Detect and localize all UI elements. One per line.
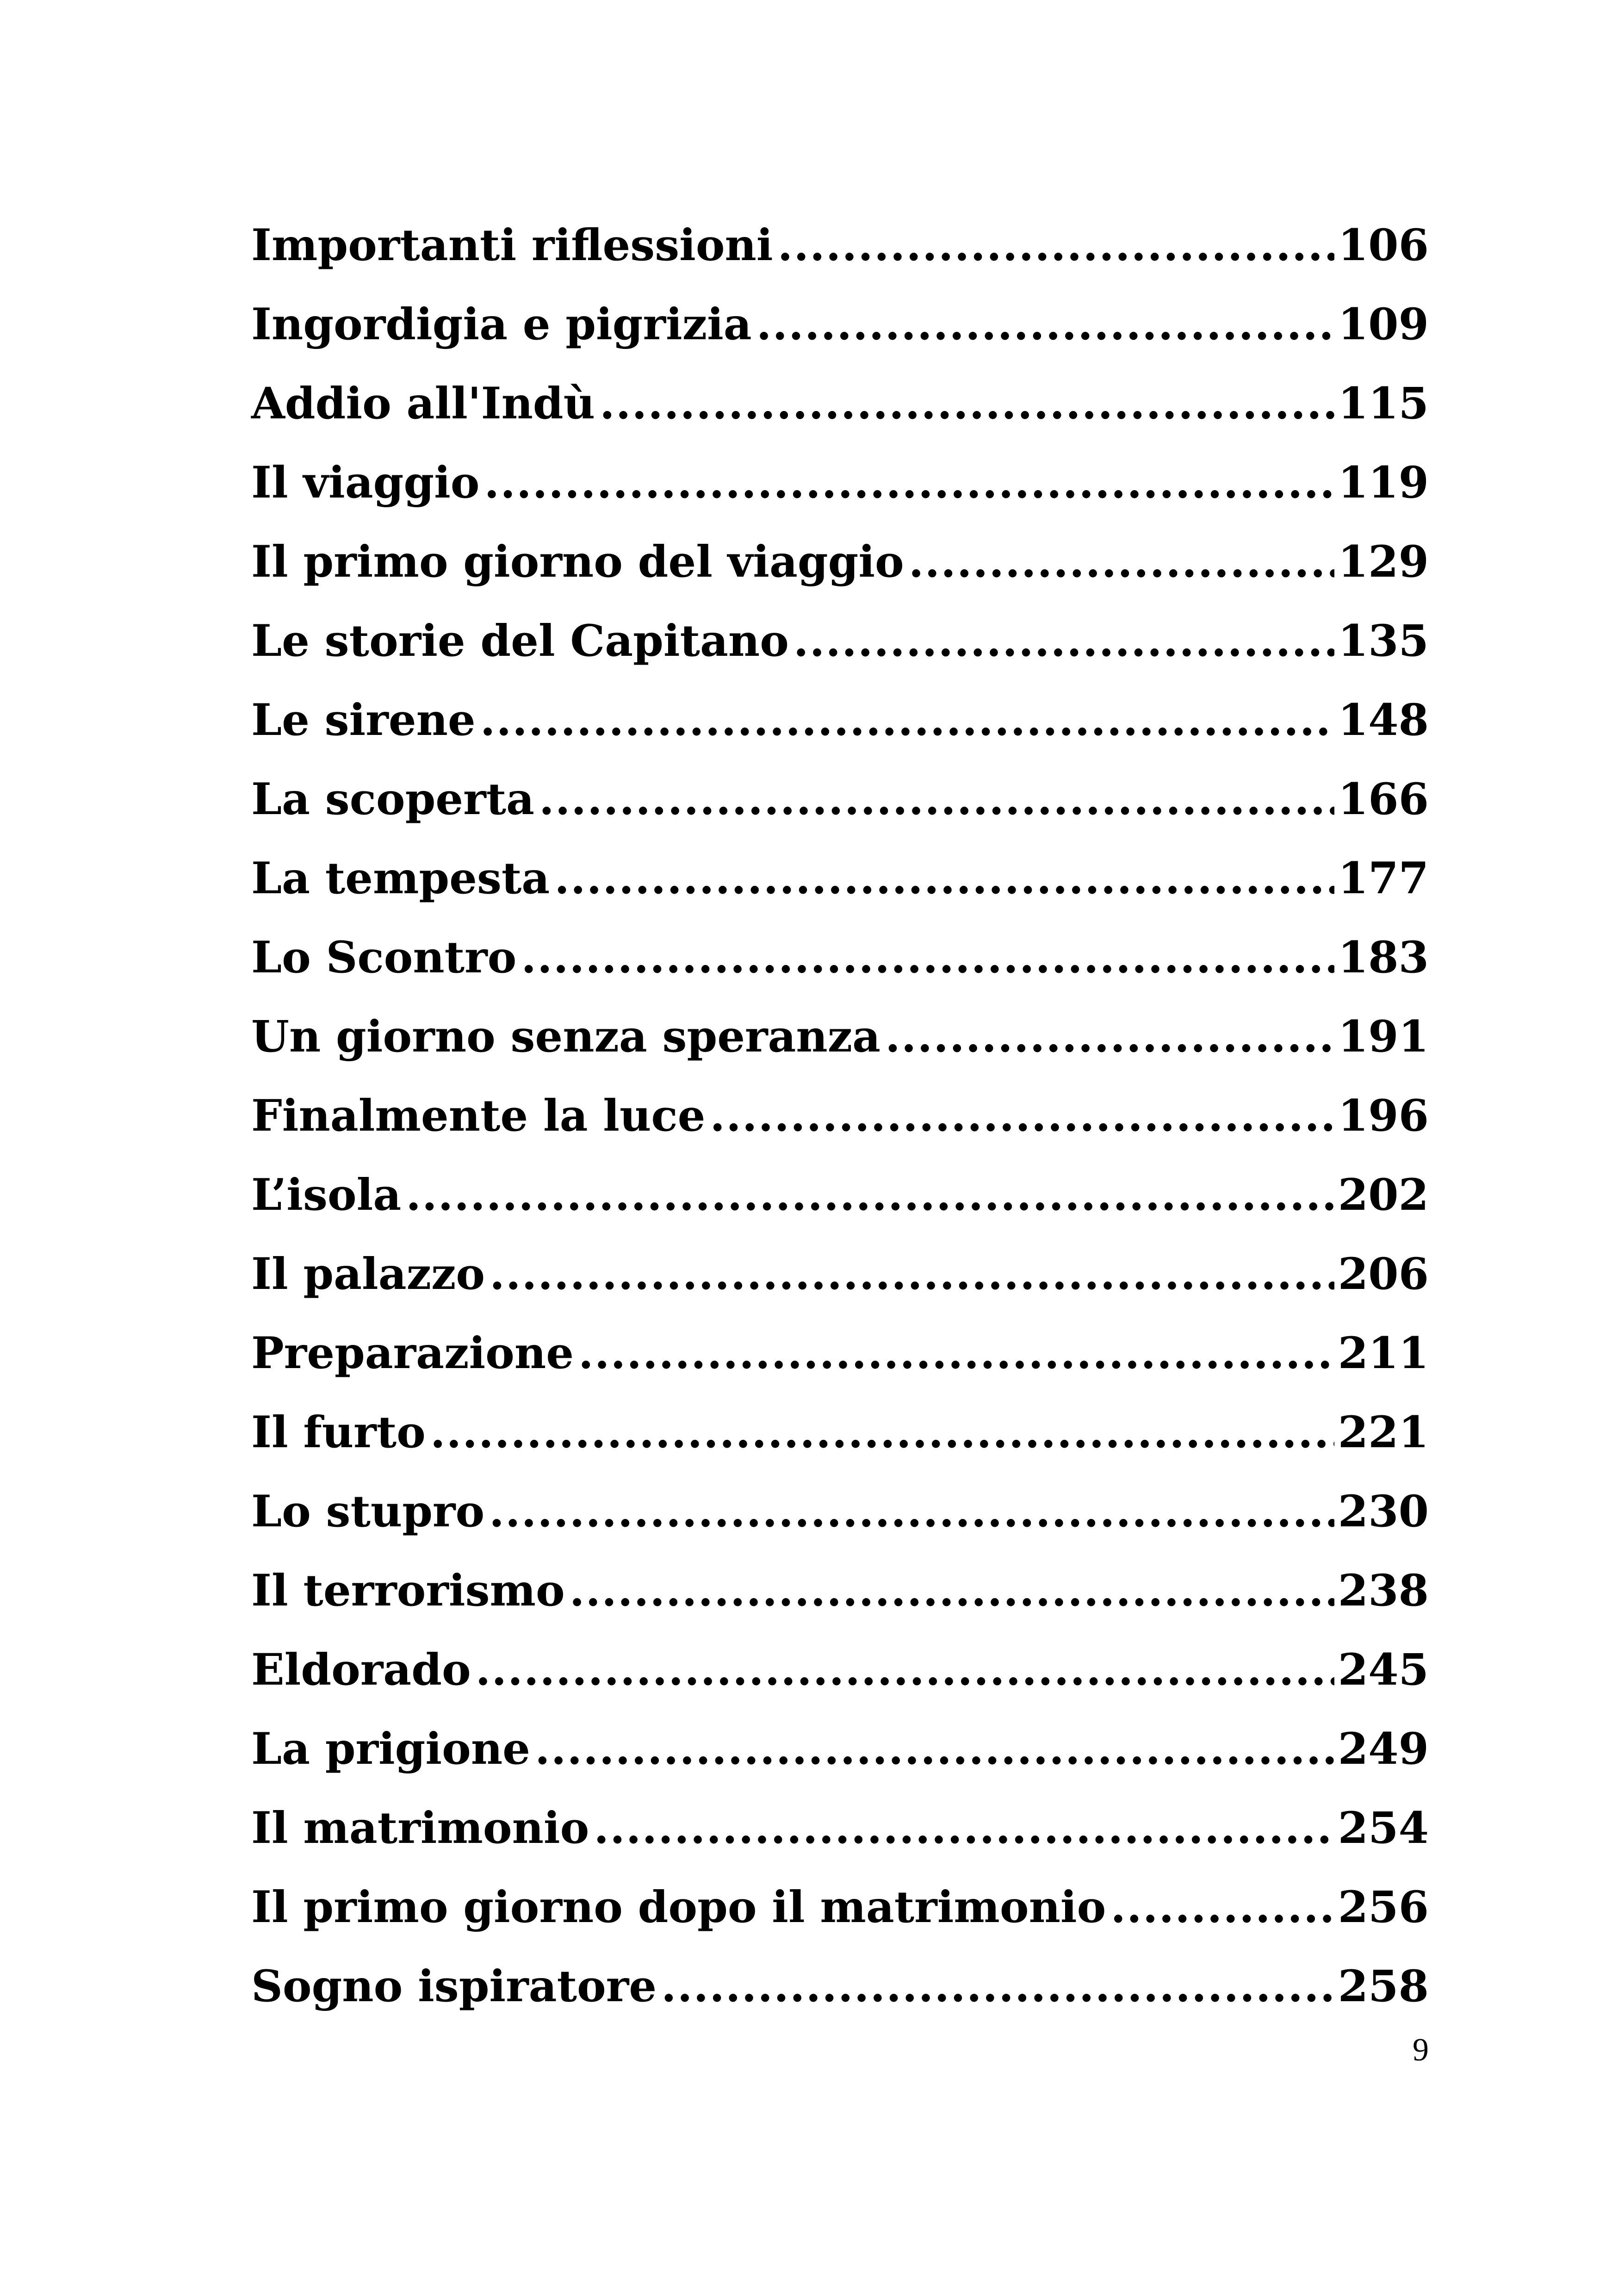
toc-entry-page: 206	[1338, 1249, 1429, 1300]
table-of-contents	[251, 206, 1429, 2026]
toc-entry-page: 177	[1338, 853, 1429, 904]
toc-entry-title: Il matrimonio	[251, 1803, 589, 1854]
toc-entry-title: La tempesta	[251, 853, 550, 904]
toc-entry	[251, 1710, 1429, 1789]
dot-leader	[554, 839, 1334, 918]
dot-leader	[885, 997, 1334, 1076]
toc-entry-page: 135	[1338, 616, 1429, 666]
dot-leader	[594, 1789, 1334, 1868]
toc-entry-page: 211	[1338, 1328, 1429, 1379]
dot-leader	[521, 918, 1334, 997]
dot-leader	[909, 523, 1334, 602]
toc-entry-page: 183	[1338, 932, 1429, 983]
toc-entry	[251, 1156, 1429, 1235]
toc-entry-title: Ingordigia e pigrizia	[251, 299, 752, 350]
toc-entry-page: 256	[1338, 1882, 1429, 1933]
toc-entry-page: 115	[1338, 378, 1429, 429]
dot-leader	[539, 760, 1334, 839]
dot-leader	[570, 1551, 1334, 1630]
toc-entry-page: 191	[1338, 1011, 1429, 1062]
toc-entry	[251, 443, 1429, 523]
toc-entry	[251, 918, 1429, 997]
toc-entry-page: 196	[1338, 1090, 1429, 1141]
dot-leader	[476, 1630, 1334, 1710]
toc-entry-page: 129	[1338, 536, 1429, 587]
toc-entry-page: 258	[1338, 1961, 1429, 2012]
toc-entry	[251, 364, 1429, 443]
toc-entry-title: Addio all'Indù	[251, 378, 595, 429]
toc-entry	[251, 997, 1429, 1076]
toc-entry	[251, 1472, 1429, 1551]
toc-entry-title: Il primo giorno del viaggio	[251, 536, 904, 587]
dot-leader	[430, 1393, 1334, 1472]
dot-leader	[794, 602, 1334, 681]
dot-leader	[661, 1947, 1334, 2026]
toc-entry-title: Sogno ispiratore	[251, 1961, 657, 2012]
toc-entry-title: Le sirene	[251, 695, 476, 746]
toc-entry-page: 245	[1338, 1644, 1429, 1695]
dot-leader	[535, 1710, 1334, 1789]
dot-leader	[578, 1314, 1334, 1393]
toc-entry-title: L’isola	[251, 1170, 402, 1220]
toc-entry	[251, 760, 1429, 839]
toc-entry-title: Un giorno senza speranza	[251, 1011, 881, 1062]
toc-entry	[251, 206, 1429, 285]
toc-entry	[251, 1551, 1429, 1630]
toc-entry-title: Il furto	[251, 1407, 426, 1458]
dot-leader	[406, 1156, 1334, 1235]
toc-entry-title: Il primo giorno dopo il matrimonio	[251, 1882, 1106, 1933]
toc-entry-page: 148	[1338, 695, 1429, 746]
dot-leader	[1110, 1868, 1334, 1947]
toc-entry	[251, 1314, 1429, 1393]
toc-entry	[251, 1947, 1429, 2026]
toc-entry-title: Finalmente la luce	[251, 1090, 706, 1141]
toc-entry	[251, 839, 1429, 918]
page-number: 9	[1413, 2032, 1429, 2068]
toc-entry-page: 230	[1338, 1486, 1429, 1537]
toc-entry-title: Il terrorismo	[251, 1565, 565, 1616]
toc-entry-title: Lo Scontro	[251, 932, 517, 983]
toc-entry	[251, 285, 1429, 364]
toc-entry	[251, 1076, 1429, 1156]
toc-entry-page: 249	[1338, 1724, 1429, 1774]
toc-entry-title: Importanti riflessioni	[251, 220, 773, 271]
toc-entry	[251, 1630, 1429, 1710]
toc-entry-page: 238	[1338, 1565, 1429, 1616]
toc-entry	[251, 1235, 1429, 1314]
toc-entry	[251, 1868, 1429, 1947]
toc-entry-page: 106	[1338, 220, 1429, 271]
toc-entry-page: 119	[1338, 457, 1429, 508]
toc-entry-title: Preparazione	[251, 1328, 574, 1379]
dot-leader	[756, 285, 1334, 364]
toc-entry	[251, 1393, 1429, 1472]
toc-entry	[251, 523, 1429, 602]
dot-leader	[489, 1472, 1334, 1551]
toc-entry	[251, 1789, 1429, 1868]
toc-entry-page: 254	[1338, 1803, 1429, 1854]
toc-entry-title: Eldorado	[251, 1644, 471, 1695]
dot-leader	[710, 1076, 1334, 1156]
dot-leader	[600, 364, 1334, 443]
toc-entry-title: Lo stupro	[251, 1486, 485, 1537]
toc-entry-title: La scoperta	[251, 774, 534, 825]
dot-leader	[778, 206, 1334, 285]
toc-entry-title: Le storie del Capitano	[251, 616, 789, 666]
toc-entry	[251, 602, 1429, 681]
toc-entry-title: Il palazzo	[251, 1249, 485, 1300]
toc-entry-page: 221	[1338, 1407, 1429, 1458]
toc-entry	[251, 681, 1429, 760]
toc-entry-page: 202	[1338, 1170, 1429, 1220]
dot-leader	[490, 1235, 1334, 1314]
dot-leader	[484, 443, 1334, 523]
toc-entry-title: La prigione	[251, 1724, 530, 1774]
toc-entry-page: 166	[1338, 774, 1429, 825]
toc-entry-title: Il viaggio	[251, 457, 480, 508]
dot-leader	[480, 681, 1334, 760]
toc-entry-page: 109	[1338, 299, 1429, 350]
